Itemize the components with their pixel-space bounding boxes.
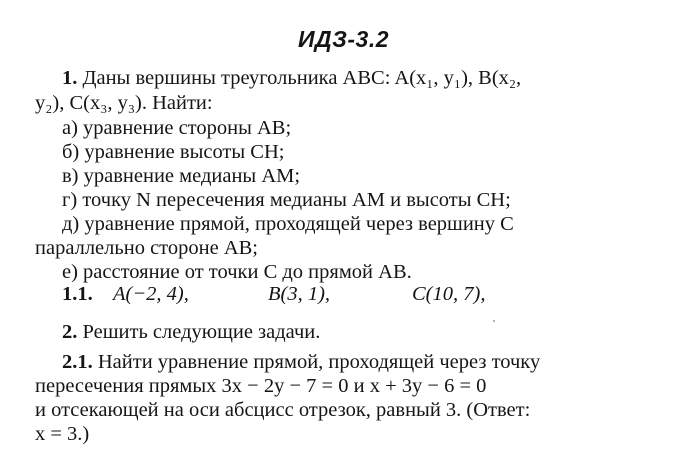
scan-speck xyxy=(493,320,495,322)
variant-point-a: A(−2, 4), xyxy=(113,283,189,305)
page-title: ИДЗ-3.2 xyxy=(297,26,390,52)
task1-item-e: е) расстояние от точки C до прямой AB. xyxy=(62,261,412,283)
task1-intro-line1 xyxy=(62,66,521,90)
problem21-text: Найти уравнение прямой, проходящей через точку xyxy=(97,351,541,373)
problem21-line2: пересечения прямых 3x − 2y − 7 = 0 и x + 3y − 6 = 0 xyxy=(35,375,487,397)
problem21-number: 2.1. xyxy=(62,351,93,373)
problem21-line4: x = 3.) xyxy=(35,423,90,445)
task1-item-v: в) уравнение медианы AM; xyxy=(62,165,301,187)
task1-item-g: г) точку N пересечения медианы AM и высоты CH; xyxy=(62,189,511,211)
variant-point-b: B(3, 1), xyxy=(268,283,331,305)
task1-item-d: д) уравнение прямой, проходящей через вершину C xyxy=(62,213,514,235)
problem21-line1 xyxy=(62,350,540,374)
task1-item-b: б) уравнение высоты CH; xyxy=(62,141,285,163)
task1-item-a: а) уравнение стороны AB; xyxy=(62,117,292,139)
variant-number: 1.1. xyxy=(62,283,93,305)
task1-item-d-cont: параллельно стороне AB; xyxy=(35,237,258,259)
task2-number: 2. xyxy=(62,321,78,343)
task2-text: Решить следующие задачи. xyxy=(82,321,321,343)
task1-intro-text: Даны вершины треугольника ABC: A(x₁, y₁), B(x₂, xyxy=(82,67,522,89)
problem21-line3: и отсекающей на оси абсцисс отрезок, равный 3. (Ответ: xyxy=(35,399,531,421)
task1-intro-line2: y₂), C(x₃, y₃). Найти: xyxy=(35,92,213,114)
variant-point-c: C(10, 7), xyxy=(412,283,486,305)
task1-number: 1. xyxy=(62,67,78,89)
task2-heading xyxy=(62,320,320,344)
